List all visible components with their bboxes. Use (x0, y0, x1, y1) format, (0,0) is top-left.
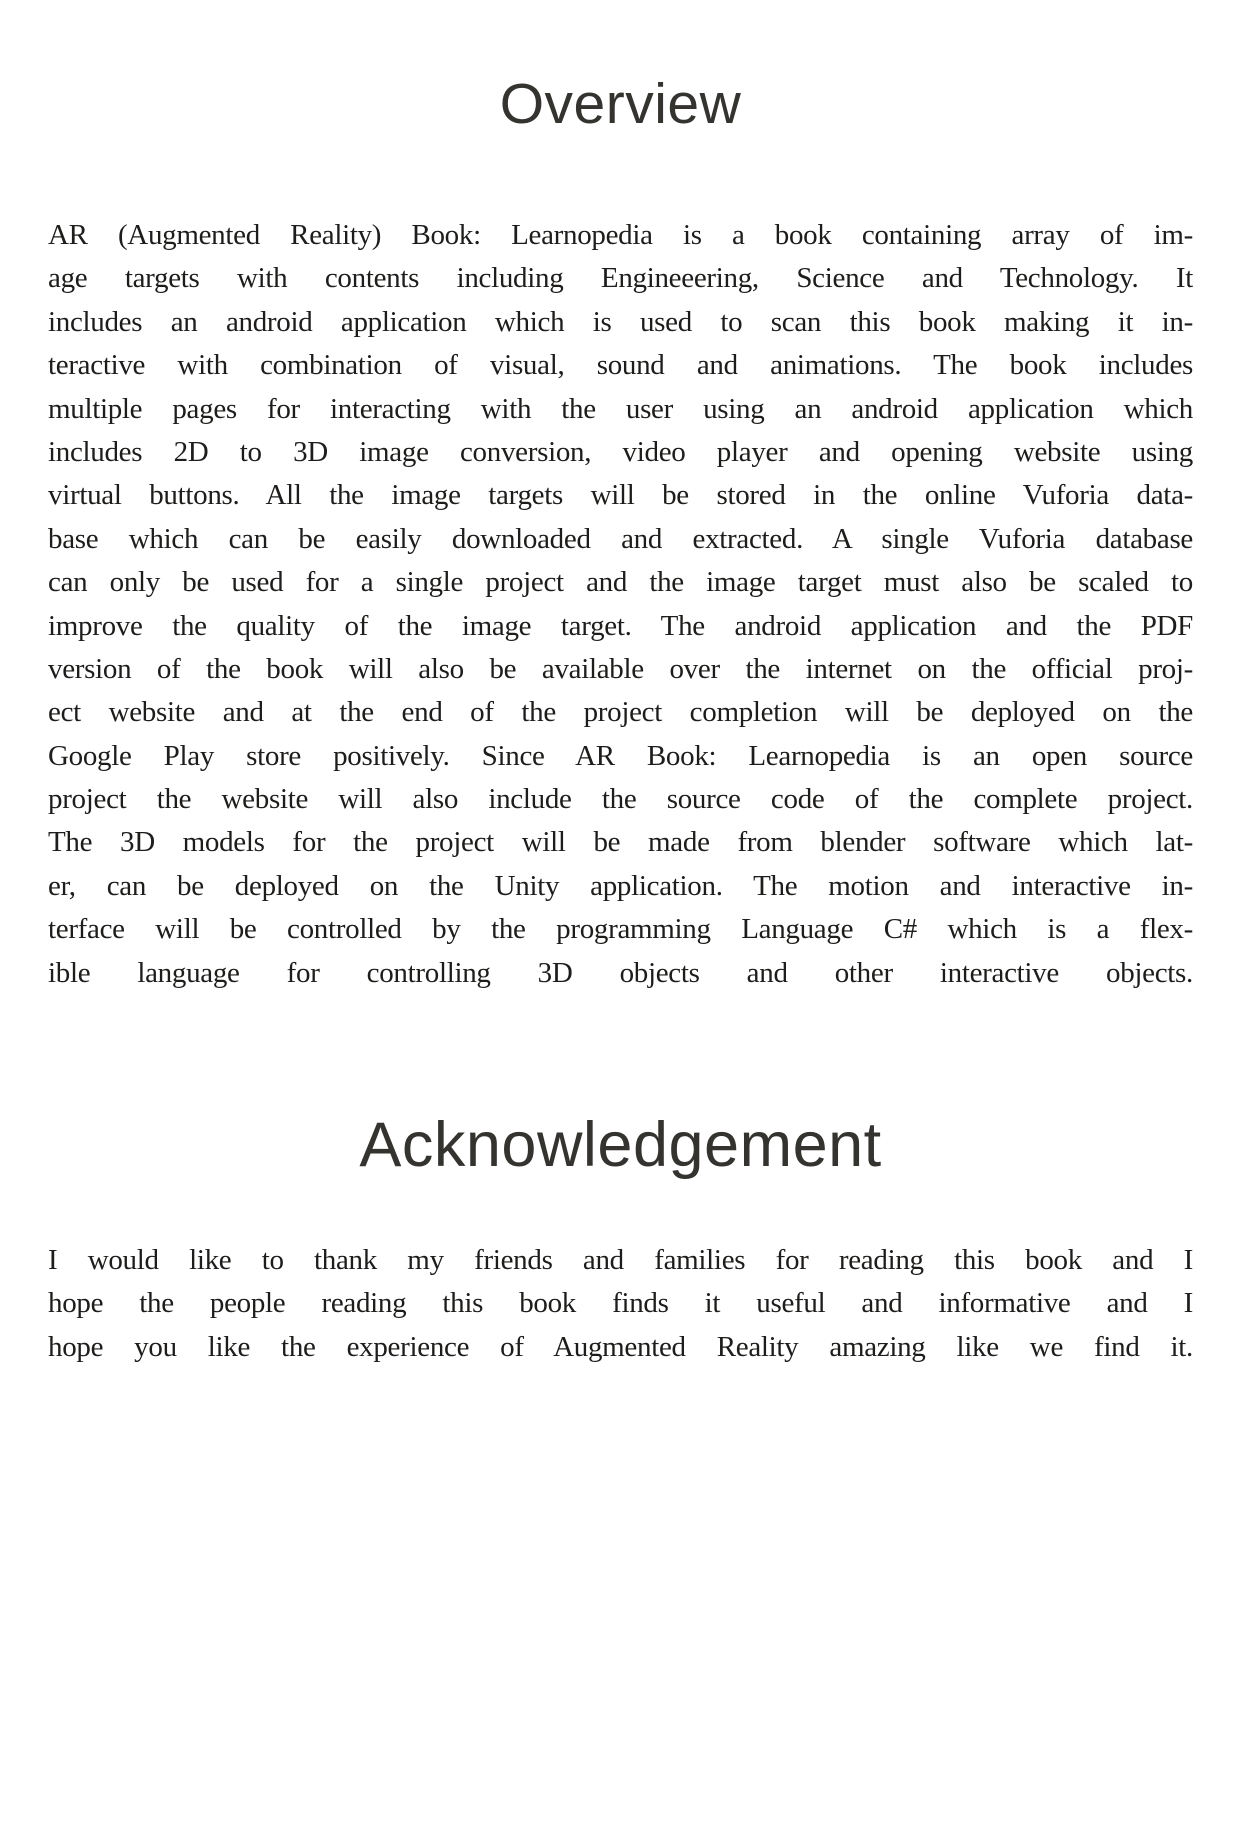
text-line: I would like to thank my friends and families for reading this book and I (48, 1244, 1193, 1277)
text-line: virtual buttons. All the image targets will be stored in the online Vuforia data- (48, 479, 1193, 512)
text-line: can only be used for a single project and the image target must also be scaled to (48, 566, 1193, 599)
text-line: hope you like the experience of Augmented Reality amazing like we find it. (48, 1330, 1193, 1363)
text-line: terface will be controlled by the programming Language C# which is a flex- (48, 913, 1193, 946)
text-line: AR (Augmented Reality) Book: Learnopedia is a book containing array of im- (48, 219, 1193, 251)
text-line: ible language for controlling 3D objects and other interactive objects. (48, 956, 1193, 989)
text-line: er, can be deployed on the Unity application. The motion and interactive in- (48, 869, 1193, 902)
text-line: age targets with contents including Engineeering, Science and Technology. It (48, 262, 1193, 295)
text-line: improve the quality of the image target. The android application and the PDF (48, 609, 1193, 642)
text-line: base which can be easily downloaded and extracted. A single Vuforia database (48, 522, 1193, 555)
document-page (0, 72, 1241, 1830)
text-line: multiple pages for interacting with the user using an android application which (48, 392, 1193, 425)
acknowledgement-paragraph (48, 1239, 1193, 1369)
text-line: includes 2D to 3D image conversion, video player and opening website using (48, 435, 1193, 468)
text-line: hope the people reading this book finds it useful and informative and I (48, 1287, 1193, 1320)
text-line: ect website and at the end of the project completion will be deployed on the (48, 696, 1193, 729)
overview-heading: Overview (499, 72, 742, 136)
text-line: teractive with combination of visual, sound and animations. The book includes (48, 349, 1193, 382)
acknowledgement-heading: Acknowledgement (359, 1110, 882, 1181)
text-line: version of the book will also be available over the internet on the official proj- (48, 652, 1193, 685)
text-line: Google Play store positively. Since AR Book: Learnopedia is an open source (48, 739, 1193, 772)
overview-paragraph (48, 214, 1193, 995)
text-line: includes an android application which is used to scan this book making it in- (48, 305, 1193, 338)
text-line: The 3D models for the project will be made from blender software which lat- (48, 826, 1193, 859)
text-line: project the website will also include the source code of the complete project. (48, 783, 1193, 816)
